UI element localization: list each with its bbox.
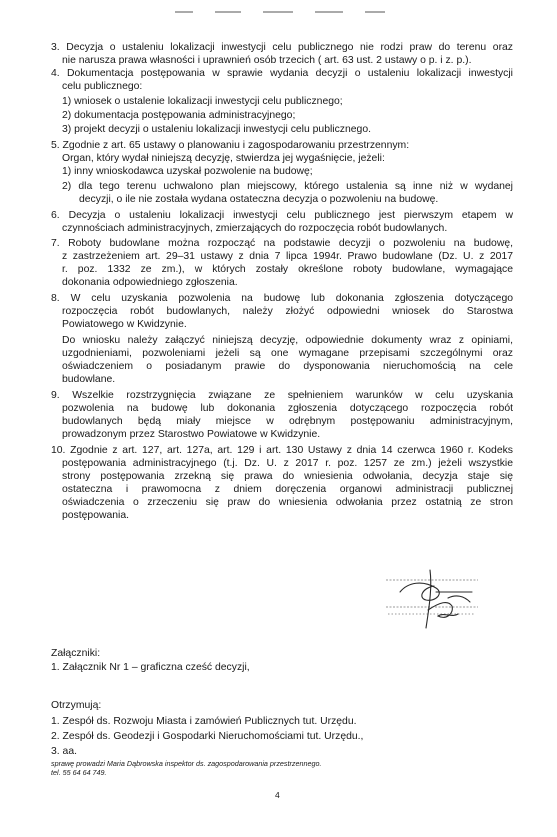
paragraph-10-line-4: ostateczna i prawomocna z dniem doręczenia organowi administracji publicznej	[62, 484, 513, 495]
phone-note: tel. 55 64 64 749.	[51, 768, 107, 777]
signature-stamp	[378, 562, 488, 632]
paragraph-4-item-1: 1) wniosek o ustalenie lokalizacji inwestycji celu publicznego;	[62, 96, 343, 107]
paragraph-5-line-2: Organ, który wydał niniejszą decyzję, stwierdza jej wygaśnięcie, jeżeli:	[62, 153, 385, 164]
paragraph-8-line-1: 8. W celu uzyskania pozwolenia na budowę lub dokonania zgłoszenia dotyczącego	[51, 293, 513, 304]
paragraph-9-line-2: pozwolenia na budowę lub dokonania zgłoszenia dotyczącego rozpoczęcia robót	[62, 403, 513, 414]
paragraph-5-item-2-line-1: 2) dla tego terenu uchwalono plan miejscowy, którego ustalenia są inne niż w wydanej	[62, 181, 513, 192]
attachments-heading: Załączniki:	[51, 648, 101, 659]
paragraph-9-line-1: 9. Wszelkie rozstrzygnięcia związane ze spełnieniem warunków w celu uzyskania	[51, 390, 513, 401]
paragraph-5-line-1: 5. Zgodnie z art. 65 ustawy o planowaniu i zagospodarowaniu przestrzennym:	[51, 140, 410, 151]
paragraph-5-item-2-line-2: decyzji, o ile nie została wydana ostateczna decyzja o pozwoleniu na budowę.	[79, 194, 439, 205]
recipient-item-1: 1. Zespół ds. Rozwoju Miasta i zamówień Publicznych tut. Urzędu.	[51, 716, 357, 727]
recipient-item-3: 3. aa.	[51, 746, 77, 757]
paragraph-4-line-2: celu publicznego:	[62, 81, 143, 92]
paragraph-10-line-3: strony postępowania zrzekną się prawa do wniesienia odwołania, decyzja staje się	[62, 471, 513, 482]
recipient-item-2: 2. Zespół ds. Geodezji i Gospodarki Nieruchomościami tut. Urzędu.,	[51, 731, 364, 742]
attachment-item-1: 1. Załącznik Nr 1 – graficzna cześć decyzji,	[51, 662, 250, 673]
paragraph-9-line-4: prowadzonym przez Starostwo Powiatowe w Kwidzynie.	[62, 429, 321, 440]
paragraph-10-line-2: postępowania administracyjnego (t.j. Dz. U. z 2017 r. poz. 1257 ze zm.) jeżeli wszystkie	[62, 458, 513, 469]
scan-top-marks	[175, 0, 415, 3]
paragraph-7-line-2: z zastrzeżeniem art. 29–31 ustawy z dnia 7 lipca 1994r. Prawo budowlane (Dz. U. z 2017	[62, 251, 513, 262]
paragraph-6-line-1: 6. Decyzja o ustaleniu lokalizacji inwestycji celu publicznego jest pierwszym etapem w	[51, 210, 513, 221]
paragraph-8-line-4: Do wniosku należy załączyć niniejszą decyzję, odpowiednie dokumenty wraz z opiniami,	[62, 335, 513, 346]
paragraph-8-line-5: uzgodnieniami, pozwoleniami jeżeli są one wymagane przepisami szczególnymi oraz	[62, 348, 513, 359]
paragraph-8-line-6: oświadczeniem o posiadanym prawie do dysponowania nieruchomością na cele	[62, 361, 513, 372]
paragraph-7-line-3: r. poz. 1332 ze zm.), w których zostały określone roboty budowlane, wymagające	[62, 264, 513, 275]
paragraph-3-line-2: nie narusza prawa własności i uprawnień osób trzecich ( art. 63 ust. 2 ustawy o p. i z. p.).	[62, 55, 472, 66]
paragraph-7-line-4: dokonania odpowiedniego zgłoszenia.	[62, 277, 238, 288]
paragraph-5-item-1: 1) inny wnioskodawca uzyskał pozwolenie na budowę;	[62, 166, 313, 177]
paragraph-10-line-1: 10. Zgodnie z art. 127, art. 127a, art. 129 i art. 130 Ustawy z dnia 14 czerwca 1960 r. Kodeks	[51, 445, 513, 456]
paragraph-4-item-3: 3) projekt decyzji o ustaleniu lokalizacji inwestycji celu publicznego.	[62, 124, 371, 135]
paragraph-10-line-5: oświadczenia o zrzeczeniu się praw do wniesienia odwołania przez ostatnią ze stron	[62, 497, 513, 508]
recipients-heading: Otrzymują:	[51, 700, 102, 711]
paragraph-4-line-1: 4. Dokumentacja postępowania w sprawie wydania decyzji o ustaleniu lokalizacji inwestycji	[51, 68, 513, 79]
prepared-by-note: sprawę prowadzi Maria Dąbrowska inspektor ds. zagospodarowania przestrzennego.	[51, 759, 322, 768]
paragraph-8-line-2: rozpoczęcia robót budowlanych, należy złożyć odpowiedni wniosek do Starostwa	[62, 306, 513, 317]
page-number: 4	[275, 790, 280, 800]
paragraph-6-line-2: czynnościach administracyjnych, zmierzających do rozpoczęcia robót budowlanych.	[62, 223, 448, 234]
paragraph-9-line-3: budowlanych będą miały miejsce w odrębnym postępowaniu administracyjnym,	[62, 416, 513, 427]
paragraph-8-line-3: Powiatowego w Kwidzynie.	[62, 319, 187, 330]
paragraph-7-line-1: 7. Roboty budowlane można rozpocząć na podstawie decyzji o pozwoleniu na budowę,	[51, 238, 513, 249]
paragraph-10-line-6: postępowania.	[62, 510, 130, 521]
paragraph-8-line-7: budowlane.	[62, 374, 116, 385]
paragraph-3-line-1: 3. Decyzja o ustaleniu lokalizacji inwestycji celu publicznego nie rodzi praw do terenu oraz	[51, 42, 513, 53]
paragraph-4-item-2: 2) dokumentacja postępowania administracyjnego;	[62, 110, 296, 121]
